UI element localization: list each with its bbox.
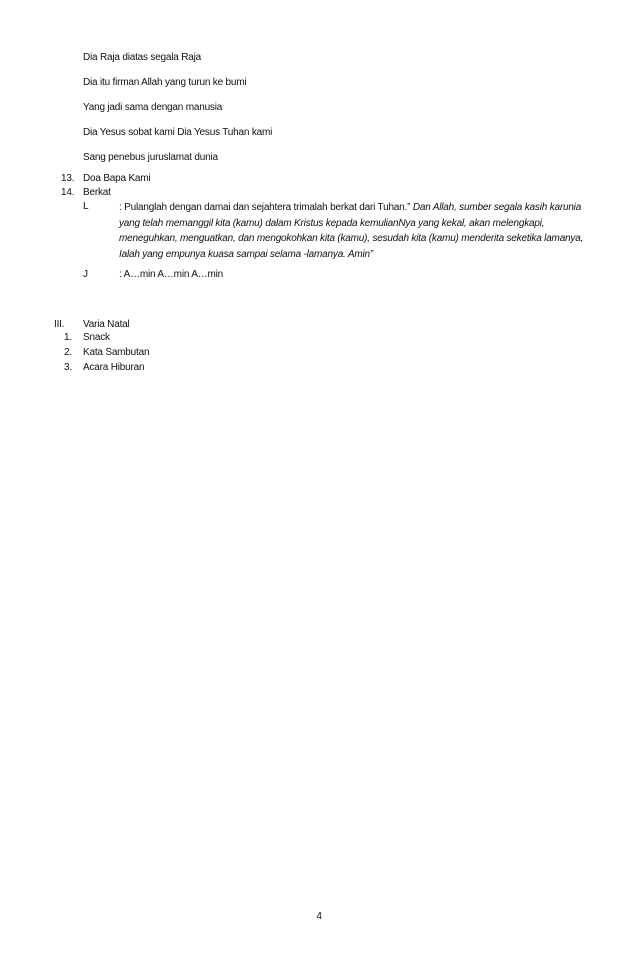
list-item-text: Doa Bapa Kami <box>83 173 151 184</box>
blessing-normal-text: : Pulanglah dengan damai dan sejahtera trimalah berkat dari Tuhan.” <box>119 202 413 213</box>
song-line: Dia Yesus sobat kami Dia Yesus Tuhan kami <box>83 127 273 138</box>
page-number: 4 <box>316 911 322 922</box>
list-item-number: 3. <box>64 362 72 373</box>
congregation-role: J <box>83 269 88 280</box>
song-line: Yang jadi sama dengan manusia <box>83 102 223 113</box>
list-item-text: Snack <box>83 332 110 343</box>
list-item-number: 13. <box>61 173 75 184</box>
blessing-italic-text: Dan Allah, sumber segala kasih karunia yang telah memanggil kita (kamu) dalam Kristus kepada kemulianNya yang kekal, akan melengkapi, meneguhkan, menguatkan, dan mengokohkan kita (kamu), sesudah kita (kamu) menderita seketika lamanya, Ialah yang empunya kuasa sampai selama -lamanya. Amin” <box>119 202 584 260</box>
leader-role: L <box>83 201 89 212</box>
list-item-number: 1. <box>64 332 72 343</box>
song-line: Dia itu firman Allah yang turun ke bumi <box>83 77 247 88</box>
list-item-text: Kata Sambutan <box>83 347 150 358</box>
list-item-number: 14. <box>61 187 75 198</box>
song-line: Dia Raja diatas segala Raja <box>83 52 202 63</box>
section-title: Varia Natal <box>83 319 130 330</box>
list-item-text: Acara Hiburan <box>83 362 145 373</box>
song-line: Sang penebus juruslamat dunia <box>83 152 218 163</box>
list-item-number: 2. <box>64 347 72 358</box>
section-numeral: III. <box>54 319 65 330</box>
list-item-text: Berkat <box>83 187 111 198</box>
congregation-response: : A…min A…min A…min <box>119 269 224 280</box>
blessing-paragraph <box>119 200 599 262</box>
